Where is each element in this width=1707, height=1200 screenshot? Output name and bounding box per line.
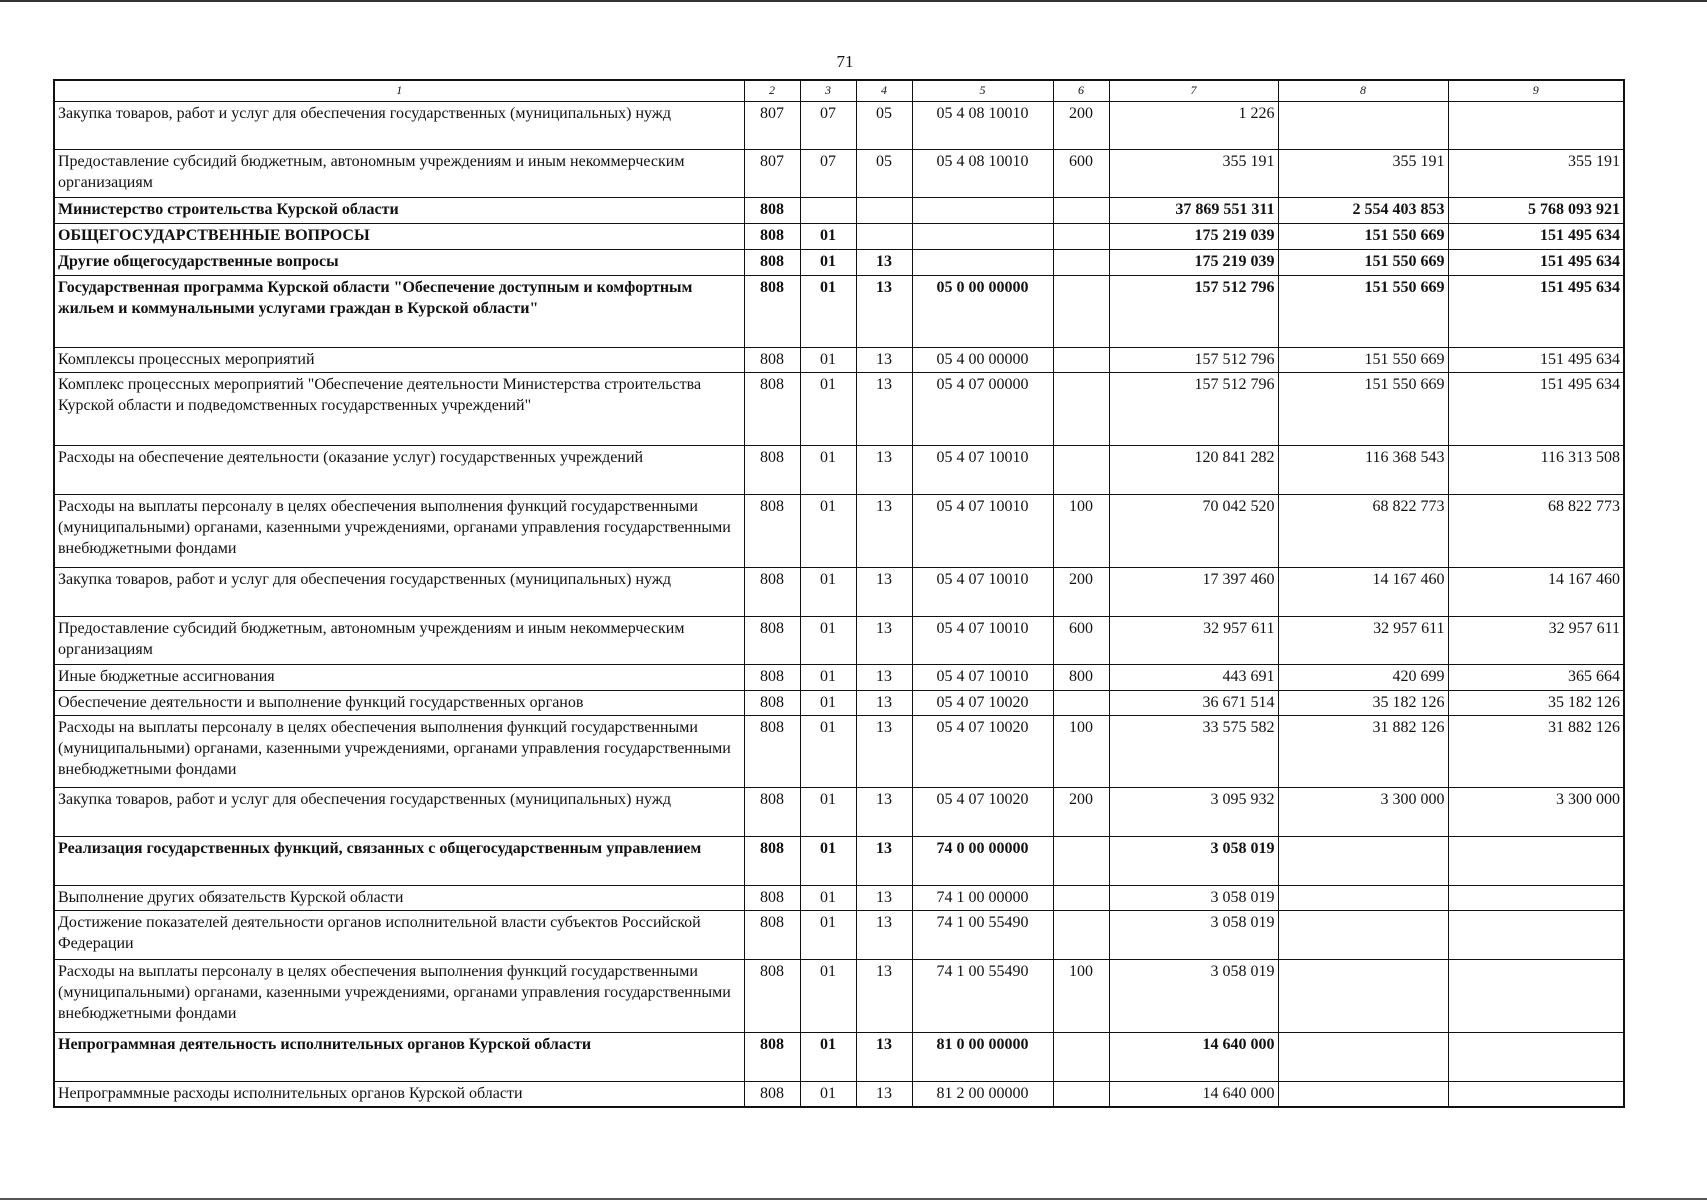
row-amount-col7-cell: 3 058 019 — [1109, 837, 1278, 886]
column-number-header-row — [54, 80, 1624, 102]
row-expense-type-cell — [1053, 1033, 1109, 1082]
row-section-cell: 01 — [800, 276, 856, 348]
row-name-cell: Иные бюджетные ассигнования — [54, 665, 744, 691]
row-amount-col8-cell: 151 550 669 — [1278, 373, 1448, 446]
row-name-cell: Непрограммная деятельность исполнительных органов Курской области — [54, 1033, 744, 1082]
row-subsection-cell: 13 — [856, 665, 912, 691]
row-amount-col9-cell: 151 495 634 — [1448, 373, 1624, 446]
row-target-article-cell: 05 4 07 10020 — [912, 788, 1053, 837]
row-amount-col7-cell: 175 219 039 — [1109, 250, 1278, 276]
row-grbs-cell: 808 — [744, 1082, 800, 1107]
row-amount-col7-cell: 157 512 796 — [1109, 348, 1278, 373]
row-grbs-cell: 808 — [744, 198, 800, 224]
row-grbs-cell: 808 — [744, 276, 800, 348]
row-name-cell: Расходы на выплаты персоналу в целях обеспечения выполнения функций государственными (муниципальными) органами, казенными учреждениями, органами управления государственными внебюджетными фондами — [54, 716, 744, 788]
table-row — [54, 224, 1624, 250]
row-expense-type-cell: 200 — [1053, 568, 1109, 617]
row-amount-col9-cell: 3 300 000 — [1448, 788, 1624, 837]
row-amount-col8-cell — [1278, 960, 1448, 1033]
row-section-cell: 07 — [800, 102, 856, 150]
column-header-2: 2 — [744, 80, 800, 102]
row-amount-col9-cell — [1448, 102, 1624, 150]
row-amount-col8-cell — [1278, 837, 1448, 886]
row-expense-type-cell — [1053, 446, 1109, 495]
row-section-cell: 01 — [800, 911, 856, 960]
row-amount-col9-cell: 68 822 773 — [1448, 495, 1624, 568]
row-grbs-cell: 808 — [744, 788, 800, 837]
row-grbs-cell: 808 — [744, 568, 800, 617]
row-section-cell: 01 — [800, 446, 856, 495]
row-grbs-cell: 808 — [744, 617, 800, 665]
table-body — [54, 102, 1624, 1107]
row-amount-col9-cell: 151 495 634 — [1448, 224, 1624, 250]
row-amount-col9-cell: 14 167 460 — [1448, 568, 1624, 617]
top-scan-border — [0, 0, 1707, 2]
row-amount-col8-cell: 31 882 126 — [1278, 716, 1448, 788]
row-target-article-cell: 05 4 07 00000 — [912, 373, 1053, 446]
row-name-cell: Предоставление субсидий бюджетным, автономным учреждениям и иным некоммерческим организациям — [54, 617, 744, 665]
row-target-article-cell: 05 4 08 10010 — [912, 150, 1053, 198]
row-subsection-cell: 13 — [856, 617, 912, 665]
row-target-article-cell: 81 2 00 00000 — [912, 1082, 1053, 1107]
row-amount-col8-cell: 355 191 — [1278, 150, 1448, 198]
row-subsection-cell: 13 — [856, 568, 912, 617]
budget-table — [53, 79, 1625, 1108]
row-amount-col8-cell — [1278, 911, 1448, 960]
table-row — [54, 691, 1624, 716]
row-amount-col7-cell: 355 191 — [1109, 150, 1278, 198]
row-name-cell: Реализация государственных функций, связанных с общегосударственным управлением — [54, 837, 744, 886]
row-name-cell: Министерство строительства Курской области — [54, 198, 744, 224]
row-expense-type-cell: 100 — [1053, 495, 1109, 568]
row-grbs-cell: 808 — [744, 495, 800, 568]
row-amount-col7-cell: 443 691 — [1109, 665, 1278, 691]
row-amount-col8-cell: 151 550 669 — [1278, 224, 1448, 250]
row-grbs-cell: 808 — [744, 886, 800, 911]
row-section-cell: 01 — [800, 691, 856, 716]
row-grbs-cell: 808 — [744, 1033, 800, 1082]
row-amount-col8-cell: 68 822 773 — [1278, 495, 1448, 568]
table-row — [54, 348, 1624, 373]
row-target-article-cell — [912, 198, 1053, 224]
row-section-cell: 01 — [800, 716, 856, 788]
row-grbs-cell: 808 — [744, 691, 800, 716]
row-amount-col8-cell: 116 368 543 — [1278, 446, 1448, 495]
row-amount-col7-cell: 157 512 796 — [1109, 373, 1278, 446]
row-subsection-cell: 05 — [856, 102, 912, 150]
row-grbs-cell: 808 — [744, 446, 800, 495]
row-amount-col9-cell — [1448, 1033, 1624, 1082]
row-subsection-cell: 13 — [856, 886, 912, 911]
row-subsection-cell: 13 — [856, 1033, 912, 1082]
column-header-5: 5 — [912, 80, 1053, 102]
table-row — [54, 276, 1624, 348]
row-target-article-cell: 05 4 07 10010 — [912, 495, 1053, 568]
row-expense-type-cell — [1053, 886, 1109, 911]
row-expense-type-cell: 600 — [1053, 617, 1109, 665]
row-target-article-cell — [912, 224, 1053, 250]
row-amount-col9-cell: 355 191 — [1448, 150, 1624, 198]
row-target-article-cell: 81 0 00 00000 — [912, 1033, 1053, 1082]
table-row — [54, 150, 1624, 198]
row-name-cell: Государственная программа Курской области "Обеспечение доступным и комфортным жильем и коммунальными услугами граждан в Курской области" — [54, 276, 744, 348]
row-subsection-cell: 13 — [856, 373, 912, 446]
column-header-1: 1 — [54, 80, 744, 102]
table-row — [54, 446, 1624, 495]
table-row — [54, 495, 1624, 568]
row-name-cell: Комплексы процессных мероприятий — [54, 348, 744, 373]
row-section-cell: 01 — [800, 617, 856, 665]
row-subsection-cell: 13 — [856, 446, 912, 495]
column-header-8: 8 — [1278, 80, 1448, 102]
row-section-cell: 01 — [800, 788, 856, 837]
row-expense-type-cell — [1053, 1082, 1109, 1107]
row-target-article-cell: 74 1 00 55490 — [912, 911, 1053, 960]
row-amount-col9-cell: 5 768 093 921 — [1448, 198, 1624, 224]
row-name-cell: Расходы на выплаты персоналу в целях обеспечения выполнения функций государственными (муниципальными) органами, казенными учреждениями, органами управления государственными внебюджетными фондами — [54, 495, 744, 568]
row-amount-col7-cell: 37 869 551 311 — [1109, 198, 1278, 224]
row-amount-col7-cell: 157 512 796 — [1109, 276, 1278, 348]
table-row — [54, 198, 1624, 224]
row-target-article-cell: 05 4 07 10020 — [912, 691, 1053, 716]
row-amount-col8-cell: 151 550 669 — [1278, 276, 1448, 348]
table-row — [54, 568, 1624, 617]
row-target-article-cell: 05 0 00 00000 — [912, 276, 1053, 348]
row-subsection-cell — [856, 224, 912, 250]
row-amount-col7-cell: 3 095 932 — [1109, 788, 1278, 837]
row-grbs-cell: 808 — [744, 250, 800, 276]
row-amount-col8-cell: 420 699 — [1278, 665, 1448, 691]
row-name-cell: Расходы на обеспечение деятельности (оказание услуг) государственных учреждений — [54, 446, 744, 495]
row-subsection-cell: 13 — [856, 960, 912, 1033]
row-section-cell — [800, 198, 856, 224]
table-row — [54, 837, 1624, 886]
row-name-cell: Другие общегосударственные вопросы — [54, 250, 744, 276]
row-section-cell: 01 — [800, 224, 856, 250]
row-section-cell: 01 — [800, 1082, 856, 1107]
row-subsection-cell: 13 — [856, 1082, 912, 1107]
row-amount-col8-cell: 151 550 669 — [1278, 348, 1448, 373]
row-amount-col8-cell: 35 182 126 — [1278, 691, 1448, 716]
row-section-cell: 01 — [800, 1033, 856, 1082]
row-section-cell: 01 — [800, 665, 856, 691]
row-name-cell: Комплекс процессных мероприятий "Обеспечение деятельности Министерства строительства Курской области и подведомственных государственных учреждений" — [54, 373, 744, 446]
row-expense-type-cell — [1053, 250, 1109, 276]
row-section-cell: 07 — [800, 150, 856, 198]
row-amount-col8-cell: 151 550 669 — [1278, 250, 1448, 276]
row-amount-col7-cell: 1 226 — [1109, 102, 1278, 150]
row-amount-col9-cell: 35 182 126 — [1448, 691, 1624, 716]
row-target-article-cell: 74 0 00 00000 — [912, 837, 1053, 886]
row-expense-type-cell — [1053, 691, 1109, 716]
table-row — [54, 960, 1624, 1033]
row-target-article-cell — [912, 250, 1053, 276]
row-section-cell: 01 — [800, 886, 856, 911]
row-expense-type-cell: 600 — [1053, 150, 1109, 198]
row-amount-col7-cell: 70 042 520 — [1109, 495, 1278, 568]
page-number: 71 — [836, 52, 854, 71]
row-subsection-cell: 13 — [856, 691, 912, 716]
row-amount-col9-cell: 151 495 634 — [1448, 276, 1624, 348]
row-amount-col8-cell — [1278, 1082, 1448, 1107]
row-amount-col7-cell: 14 640 000 — [1109, 1033, 1278, 1082]
row-name-cell: Выполнение других обязательств Курской области — [54, 886, 744, 911]
row-subsection-cell: 13 — [856, 911, 912, 960]
row-grbs-cell: 808 — [744, 837, 800, 886]
row-amount-col9-cell: 151 495 634 — [1448, 348, 1624, 373]
row-name-cell: Достижение показателей деятельности органов исполнительной власти субъектов Российской Федерации — [54, 911, 744, 960]
row-amount-col8-cell: 3 300 000 — [1278, 788, 1448, 837]
row-grbs-cell: 808 — [744, 960, 800, 1033]
column-header-9: 9 — [1448, 80, 1624, 102]
row-grbs-cell: 808 — [744, 348, 800, 373]
row-name-cell: Закупка товаров, работ и услуг для обеспечения государственных (муниципальных) нужд — [54, 788, 744, 837]
row-amount-col9-cell — [1448, 837, 1624, 886]
row-grbs-cell: 808 — [744, 716, 800, 788]
table-row — [54, 911, 1624, 960]
row-section-cell: 01 — [800, 373, 856, 446]
row-target-article-cell: 05 4 07 10010 — [912, 568, 1053, 617]
row-amount-col7-cell: 3 058 019 — [1109, 911, 1278, 960]
row-amount-col9-cell — [1448, 960, 1624, 1033]
row-target-article-cell: 74 1 00 55490 — [912, 960, 1053, 1033]
row-grbs-cell: 808 — [744, 373, 800, 446]
row-expense-type-cell: 200 — [1053, 102, 1109, 150]
row-target-article-cell: 05 4 08 10010 — [912, 102, 1053, 150]
table-row — [54, 716, 1624, 788]
row-amount-col7-cell: 3 058 019 — [1109, 960, 1278, 1033]
row-target-article-cell: 05 4 07 10010 — [912, 446, 1053, 495]
row-amount-col9-cell: 31 882 126 — [1448, 716, 1624, 788]
row-grbs-cell: 808 — [744, 911, 800, 960]
row-amount-col7-cell: 36 671 514 — [1109, 691, 1278, 716]
row-section-cell: 01 — [800, 495, 856, 568]
row-name-cell: Непрограммные расходы исполнительных органов Курской области — [54, 1082, 744, 1107]
row-amount-col9-cell — [1448, 911, 1624, 960]
table-row — [54, 617, 1624, 665]
row-section-cell: 01 — [800, 568, 856, 617]
row-amount-col7-cell: 175 219 039 — [1109, 224, 1278, 250]
row-subsection-cell: 13 — [856, 716, 912, 788]
row-target-article-cell: 74 1 00 00000 — [912, 886, 1053, 911]
row-target-article-cell: 05 4 00 00000 — [912, 348, 1053, 373]
row-section-cell: 01 — [800, 250, 856, 276]
table-row — [54, 1082, 1624, 1107]
row-amount-col8-cell — [1278, 886, 1448, 911]
row-subsection-cell: 13 — [856, 837, 912, 886]
row-expense-type-cell: 100 — [1053, 960, 1109, 1033]
row-grbs-cell: 807 — [744, 150, 800, 198]
row-amount-col7-cell: 32 957 611 — [1109, 617, 1278, 665]
row-amount-col9-cell: 151 495 634 — [1448, 250, 1624, 276]
row-name-cell: Обеспечение деятельности и выполнение функций государственных органов — [54, 691, 744, 716]
row-expense-type-cell — [1053, 911, 1109, 960]
row-amount-col7-cell: 14 640 000 — [1109, 1082, 1278, 1107]
table-row — [54, 373, 1624, 446]
column-header-6: 6 — [1053, 80, 1109, 102]
row-amount-col7-cell: 17 397 460 — [1109, 568, 1278, 617]
row-section-cell: 01 — [800, 837, 856, 886]
row-expense-type-cell — [1053, 276, 1109, 348]
row-name-cell: Расходы на выплаты персоналу в целях обеспечения выполнения функций государственными (муниципальными) органами, казенными учреждениями, органами управления государственными внебюджетными фондами — [54, 960, 744, 1033]
row-expense-type-cell: 200 — [1053, 788, 1109, 837]
table-row — [54, 665, 1624, 691]
row-subsection-cell: 13 — [856, 348, 912, 373]
row-expense-type-cell: 100 — [1053, 716, 1109, 788]
row-grbs-cell: 808 — [744, 665, 800, 691]
row-amount-col8-cell: 32 957 611 — [1278, 617, 1448, 665]
row-target-article-cell: 05 4 07 10010 — [912, 617, 1053, 665]
row-section-cell: 01 — [800, 960, 856, 1033]
row-grbs-cell: 807 — [744, 102, 800, 150]
table-row — [54, 250, 1624, 276]
row-subsection-cell: 13 — [856, 276, 912, 348]
row-amount-col8-cell: 2 554 403 853 — [1278, 198, 1448, 224]
row-grbs-cell: 808 — [744, 224, 800, 250]
row-expense-type-cell — [1053, 373, 1109, 446]
row-target-article-cell: 05 4 07 10010 — [912, 665, 1053, 691]
row-amount-col9-cell: 32 957 611 — [1448, 617, 1624, 665]
table-row — [54, 1033, 1624, 1082]
row-expense-type-cell — [1053, 198, 1109, 224]
row-name-cell: Закупка товаров, работ и услуг для обеспечения государственных (муниципальных) нужд — [54, 102, 744, 150]
row-expense-type-cell — [1053, 224, 1109, 250]
row-subsection-cell — [856, 198, 912, 224]
row-subsection-cell: 05 — [856, 150, 912, 198]
row-amount-col8-cell — [1278, 1033, 1448, 1082]
row-amount-col9-cell — [1448, 1082, 1624, 1107]
row-subsection-cell: 13 — [856, 495, 912, 568]
row-subsection-cell: 13 — [856, 250, 912, 276]
row-expense-type-cell — [1053, 348, 1109, 373]
row-expense-type-cell: 800 — [1053, 665, 1109, 691]
row-section-cell: 01 — [800, 348, 856, 373]
column-header-7: 7 — [1109, 80, 1278, 102]
row-amount-col8-cell — [1278, 102, 1448, 150]
row-name-cell: Закупка товаров, работ и услуг для обеспечения государственных (муниципальных) нужд — [54, 568, 744, 617]
row-expense-type-cell — [1053, 837, 1109, 886]
row-amount-col9-cell: 365 664 — [1448, 665, 1624, 691]
column-header-3: 3 — [800, 80, 856, 102]
row-name-cell: ОБЩЕГОСУДАРСТВЕННЫЕ ВОПРОСЫ — [54, 224, 744, 250]
row-target-article-cell: 05 4 07 10020 — [912, 716, 1053, 788]
column-header-4: 4 — [856, 80, 912, 102]
row-amount-col7-cell: 33 575 582 — [1109, 716, 1278, 788]
table-row — [54, 886, 1624, 911]
row-amount-col7-cell: 3 058 019 — [1109, 886, 1278, 911]
row-name-cell: Предоставление субсидий бюджетным, автономным учреждениям и иным некоммерческим организациям — [54, 150, 744, 198]
table-row — [54, 102, 1624, 150]
row-amount-col7-cell: 120 841 282 — [1109, 446, 1278, 495]
row-amount-col9-cell — [1448, 886, 1624, 911]
row-amount-col8-cell: 14 167 460 — [1278, 568, 1448, 617]
row-subsection-cell: 13 — [856, 788, 912, 837]
row-amount-col9-cell: 116 313 508 — [1448, 446, 1624, 495]
table-row — [54, 788, 1624, 837]
